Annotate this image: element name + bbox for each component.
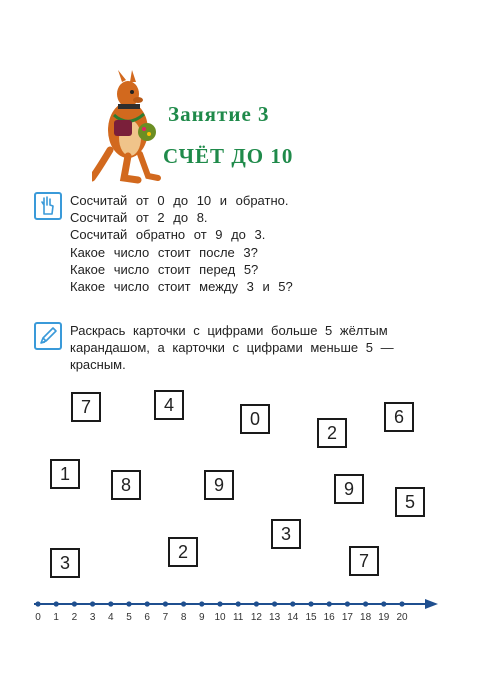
task1-line: Какое число стоит перед 5? — [70, 261, 259, 277]
number-card[interactable]: 9 — [334, 474, 364, 504]
number-line-dot — [163, 601, 168, 606]
lesson-subtitle: СЧЁТ ДО 10 — [163, 144, 294, 168]
number-line-dot — [381, 601, 386, 606]
number-card[interactable]: 0 — [240, 404, 270, 434]
number-line-label: 12 — [250, 612, 262, 623]
number-line-dot — [217, 601, 222, 606]
number-line-label: 17 — [341, 612, 353, 623]
number-card[interactable]: 8 — [111, 470, 141, 500]
number-line-dot — [363, 601, 368, 606]
number-line-dot — [126, 601, 131, 606]
task1-line: Сосчитай от 2 до 8. — [70, 210, 208, 226]
number-line-label: 10 — [214, 612, 226, 623]
number-line-dot — [72, 601, 77, 606]
counting-hand-icon — [34, 192, 62, 220]
number-line-label: 8 — [180, 612, 187, 623]
task1-text — [70, 192, 330, 295]
task2-line: красным. — [70, 357, 126, 372]
number-line-label: 2 — [71, 612, 78, 623]
task1-line: Какое число стоит после 3? — [70, 244, 258, 260]
number-card[interactable]: 7 — [71, 392, 101, 422]
number-line-label: 19 — [378, 612, 390, 623]
number-card[interactable]: 7 — [349, 546, 379, 576]
number-line-dot — [290, 601, 295, 606]
number-card[interactable]: 5 — [395, 487, 425, 517]
task2-line: карандашом, а карточки с цифрами меньше 5 — — [70, 340, 394, 355]
number-line-label: 0 — [35, 612, 41, 623]
number-line-dot — [181, 601, 186, 606]
number-line-dot — [54, 601, 59, 606]
lesson-title: Занятие 3 — [168, 102, 270, 126]
number-line-label: 15 — [305, 612, 317, 623]
number-line-dot — [236, 601, 241, 606]
task2-text — [70, 322, 430, 373]
number-card[interactable]: 2 — [317, 418, 347, 448]
number-line-label: 13 — [269, 612, 281, 623]
number-line-dot — [345, 601, 350, 606]
number-line-label: 1 — [53, 612, 59, 623]
number-line-label: 9 — [199, 612, 205, 623]
number-line-dot — [308, 601, 313, 606]
number-line-label: 18 — [360, 612, 372, 623]
number-card[interactable]: 3 — [50, 548, 80, 578]
number-card[interactable]: 4 — [154, 390, 184, 420]
number-line-label: 3 — [89, 612, 96, 623]
number-line-dot — [199, 601, 204, 606]
task1-line: Сосчитай от 0 до 10 и обратно. — [70, 193, 289, 208]
number-card[interactable]: 1 — [50, 459, 80, 489]
number-line-dot — [108, 601, 113, 606]
number-card[interactable]: 3 — [271, 519, 301, 549]
number-card[interactable]: 6 — [384, 402, 414, 432]
pencil-icon — [34, 322, 62, 350]
arrow-head-icon — [425, 599, 438, 609]
number-line-label: 7 — [162, 612, 169, 623]
task1-line: Какое число стоит между 3 и 5? — [70, 279, 293, 295]
number-line-dot — [35, 601, 40, 606]
number-line-label: 5 — [126, 612, 132, 623]
number-line-label: 6 — [144, 612, 150, 623]
number-line-label: 16 — [323, 612, 335, 623]
number-line-dot — [272, 601, 277, 606]
task1-line: Сосчитай обратно от 9 до 3. — [70, 227, 266, 243]
number-line-dot — [399, 601, 404, 606]
number-line-label: 11 — [232, 612, 244, 623]
number-card[interactable]: 9 — [204, 470, 234, 500]
number-line-dot — [145, 601, 150, 606]
number-line-label: 20 — [396, 612, 408, 623]
task2-line: Раскрась карточки с цифрами больше 5 жёлтым — [70, 323, 388, 338]
number-line-label: 14 — [287, 612, 299, 623]
number-line-dot — [327, 601, 332, 606]
number-line-label: 4 — [108, 612, 114, 623]
number-line-dot — [90, 601, 95, 606]
number-card[interactable]: 2 — [168, 537, 198, 567]
number-line-dot — [254, 601, 259, 606]
kangaroo-illustration — [92, 70, 172, 185]
